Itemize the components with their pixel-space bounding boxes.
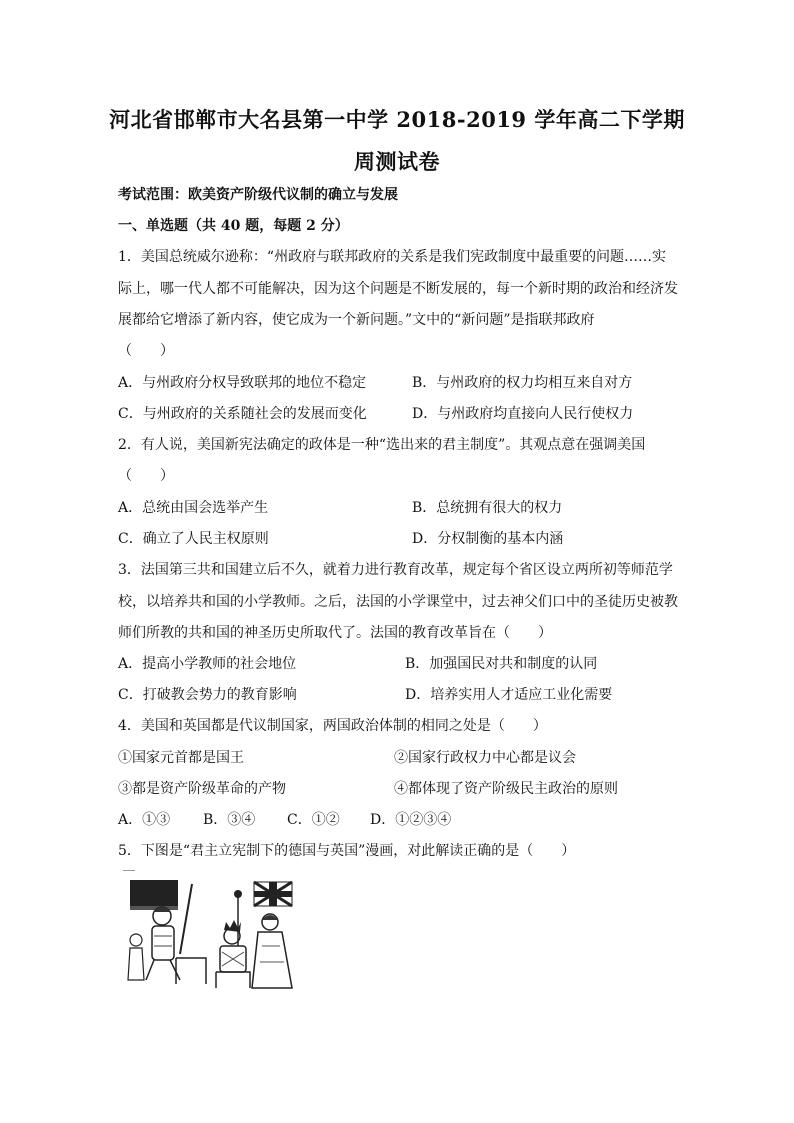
q1-option-d: D．与州政府均直接向人民行使权力 [412, 406, 634, 422]
q4-statement-2: ②国家行政权力中心都是议会 [394, 750, 576, 766]
q1-line-4: （ ） [118, 343, 174, 359]
q4-option-d: D．①②③④ [370, 812, 452, 828]
q5-line-1: 5．下图是“君主立宪制下的德国与英国”漫画，对此解读正确的是（ ） [118, 843, 576, 859]
q2-option-b: B．总统拥有很大的权力 [412, 500, 563, 516]
q3-line-2: 校，以培养共和国的小学教师。之后，法国的小学课堂中，过去神父们口中的圣徒历史被教 [118, 594, 678, 610]
q3-line-3: 师们所教的共和国的神圣历史所取代了。法国的教育改革旨在（ ） [118, 625, 552, 641]
q1-option-b: B．与州政府的权力均相互来自对方 [412, 375, 633, 391]
q2-line-2: （ ） [118, 468, 174, 484]
q1-line-2: 际上，哪一代人都不可能解决，因为这个问题是不断发展的，每一个新时期的政治和经济发 [118, 281, 678, 297]
page-title-line2: 周测试卷 [354, 149, 440, 174]
q4-option-a: A．①③ [118, 812, 171, 828]
q4-option-c: C．①② [287, 812, 340, 828]
page-title-line1: 河北省邯郸市大名县第一中学 2018-2019 学年高二下学期 [109, 107, 685, 132]
q4-statement-4: ④都体现了资产阶级民主政治的原则 [394, 781, 618, 797]
q3-option-c: C．打破教会势力的教育影响 [118, 687, 297, 703]
q3-option-d: D．培养实用人才适应工业化需要 [405, 687, 613, 703]
q3-option-b: B．加强国民对共和制度的认同 [405, 656, 598, 672]
q3-line-1: 3．法国第三共和国建立后不久，就着力进行教育改革，规定每个省区设立两所初等师范学 [118, 562, 673, 578]
cartoon-illustration-icon [120, 876, 300, 996]
q1-line-3: 展都给它增添了新内容，使它成为一个新问题。”文中的“新问题”是指联邦政府 [118, 312, 595, 328]
q1-option-a: A．与州政府分权导致联邦的地位不稳定 [118, 375, 367, 391]
exam-scope: 考试范围：欧美资产阶级代议制的确立与发展 [118, 187, 398, 203]
q2-option-c: C．确立了人民主权原则 [118, 531, 269, 547]
q2-option-d: D．分权制衡的基本内涵 [412, 531, 564, 547]
q3-option-a: A．提高小学教师的社会地位 [118, 656, 297, 672]
q1-line-1: 1．美国总统威尔逊称：“州政府与联邦政府的关系是我们宪政制度中最重要的问题……实 [118, 249, 667, 265]
section-heading: 一、单选题（共 40 题，每题 2 分） [118, 218, 349, 234]
q4-statement-3: ③都是资产阶级革命的产物 [118, 781, 286, 797]
q4-line-1: 4．美国和英国都是代议制国家，两国政治体制的相同之处是（ ） [118, 718, 547, 734]
figure-divider [123, 870, 135, 871]
q2-option-a: A．总统由国会选举产生 [118, 500, 269, 516]
q4-statement-1: ①国家元首都是国王 [118, 750, 244, 766]
q4-option-b: B．③④ [203, 812, 256, 828]
q1-option-c: C．与州政府的关系随社会的发展而变化 [118, 406, 367, 422]
q2-line-1: 2．有人说，美国新宪法确定的政体是一种“选出来的君主制度”。其观点意在强调美国 [118, 437, 646, 453]
